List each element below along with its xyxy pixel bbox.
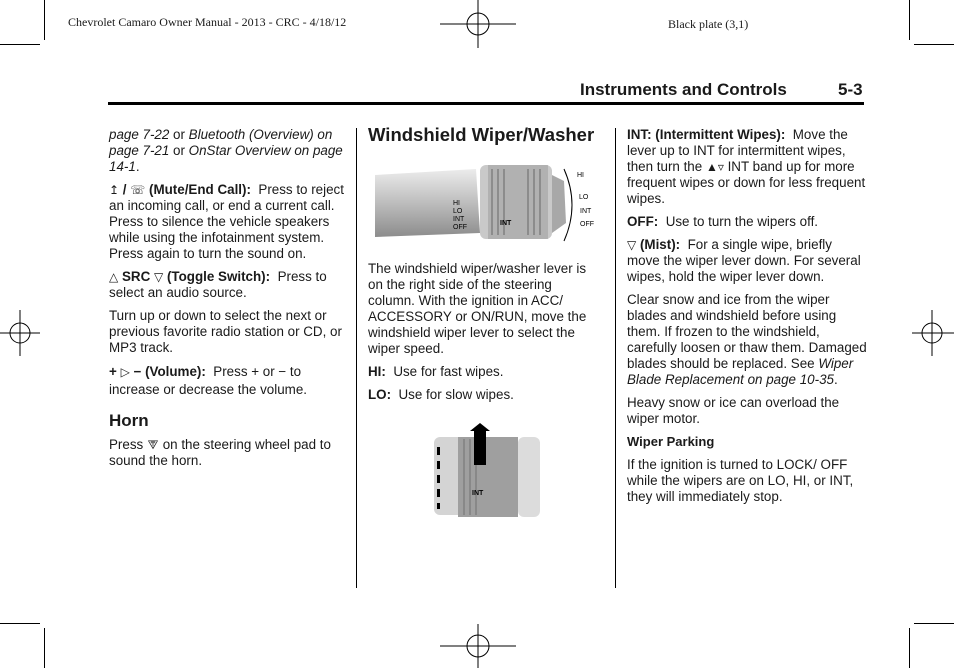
paragraph-wiper-description: The windshield wiper/washer lever is on the right side of the steering column. With the ignition in ACC/ ACCESSORY or ON/RUN, move the windshield wiper lever to select the wiper speed.	[368, 261, 587, 356]
paragraph-horn: Press ⮗ on the steering wheel pad to sound the horn.	[109, 437, 331, 468]
registration-mark-top	[440, 0, 516, 50]
plate-label: Black plate (3,1)	[668, 17, 749, 31]
wiper-heading: Windshield Wiper/Washer	[368, 124, 595, 145]
paragraph-snow: Heavy snow or ice can overload the wiper motor.	[627, 395, 840, 426]
crop-mark	[909, 628, 910, 668]
volume-icon: ▷	[120, 365, 130, 379]
registration-mark-left	[0, 310, 40, 356]
int-band-figure	[430, 423, 560, 523]
fig1-label: OFF	[580, 221, 594, 228]
fig1-label: LO	[453, 208, 463, 215]
crop-mark	[44, 0, 45, 40]
paragraph-volume: + ▷ − (Volume): Press + or − to increase or decrease the volume.	[109, 364, 307, 397]
fig1-label: INT	[580, 208, 592, 215]
paragraph-lo: LO: Use for slow wipes.	[368, 387, 514, 402]
wiper-lever-figure	[368, 161, 598, 251]
crop-mark	[914, 623, 954, 624]
column-1	[109, 127, 349, 476]
push-to-talk-icon: ↥	[109, 183, 120, 197]
parking-heading: Wiper Parking	[627, 434, 715, 449]
column-divider	[615, 128, 616, 588]
column-3	[627, 127, 867, 512]
registration-mark-right	[912, 310, 954, 356]
mist-icon: ▽	[627, 238, 637, 252]
fig1-label: HI	[577, 172, 584, 179]
crop-mark	[0, 623, 40, 624]
paragraph-toggle: △ SRC ▽ (Toggle Switch): Press to select an audio source.	[109, 269, 327, 300]
paragraph-mute: ↥ / ☏ (Mute/End Call): Press to reject an incoming call, or end a current call. Press to silence the vehicle speakers while using the infotainment system. Press again to turn the sound on.	[109, 182, 344, 261]
page-number: 5-3	[838, 80, 863, 99]
paragraph-turn: Turn up or down to select the next or previous favorite radio station or CD, or MP3 track.	[109, 308, 342, 355]
paragraph-mist: ▽ (Mist): For a single wipe, briefly move the wiper lever down. For several wipes, hold the wiper lever down.	[627, 237, 861, 284]
fig1-label: OFF	[453, 224, 467, 231]
down-arrow-icon: ▽	[153, 270, 164, 284]
manual-title: Chevrolet Camaro Owner Manual - 2013 - CRC - 4/18/12	[68, 15, 347, 29]
horn-icon: ⮗	[146, 438, 159, 452]
paragraph-off: OFF: Use to turn the wipers off.	[627, 214, 819, 229]
fig1-label: INT	[453, 216, 465, 223]
crop-mark	[909, 0, 910, 40]
paragraph-clear: Clear snow and ice from the wiper blades and windshield before using them. If frozen to the windshield, carefully loosen or thaw them. Damaged blades should be replaced. See Wiper Blade Replacement on page 10-35.	[627, 292, 867, 387]
fig2-label: INT	[472, 490, 484, 497]
crop-mark	[914, 44, 954, 45]
crop-mark	[0, 44, 40, 45]
int-band-icon: ▲▿	[705, 160, 724, 174]
column-divider	[356, 128, 357, 588]
registration-mark-bottom	[440, 624, 516, 668]
up-arrow-icon: △	[109, 270, 119, 284]
paragraph-int: INT: (Intermittent Wipes): Move the lever up to INT for intermittent wipes, then turn the ▲▿ INT band up for more frequent wipes or down for less frequent wipes.	[627, 127, 866, 206]
fig1-label: HI	[453, 200, 460, 207]
horn-heading: Horn	[109, 411, 149, 430]
fig1-label: INT	[500, 220, 512, 227]
paragraph-hi: HI: Use for fast wipes.	[368, 364, 504, 379]
header-rule	[108, 102, 864, 105]
column-2	[368, 124, 600, 523]
end-call-icon: ☏	[130, 183, 146, 197]
paragraph-references: page 7-22 or Bluetooth (Overview) on page 7-21 or OnStar Overview on page 14-1.	[109, 127, 343, 174]
section-title: Instruments and Controls	[580, 80, 787, 99]
crop-mark	[44, 628, 45, 668]
fig1-label: LO	[579, 194, 589, 201]
paragraph-parking: If the ignition is turned to LOCK/ OFF while the wipers are on LO, HI, or INT, they will immediately stop.	[627, 457, 854, 504]
